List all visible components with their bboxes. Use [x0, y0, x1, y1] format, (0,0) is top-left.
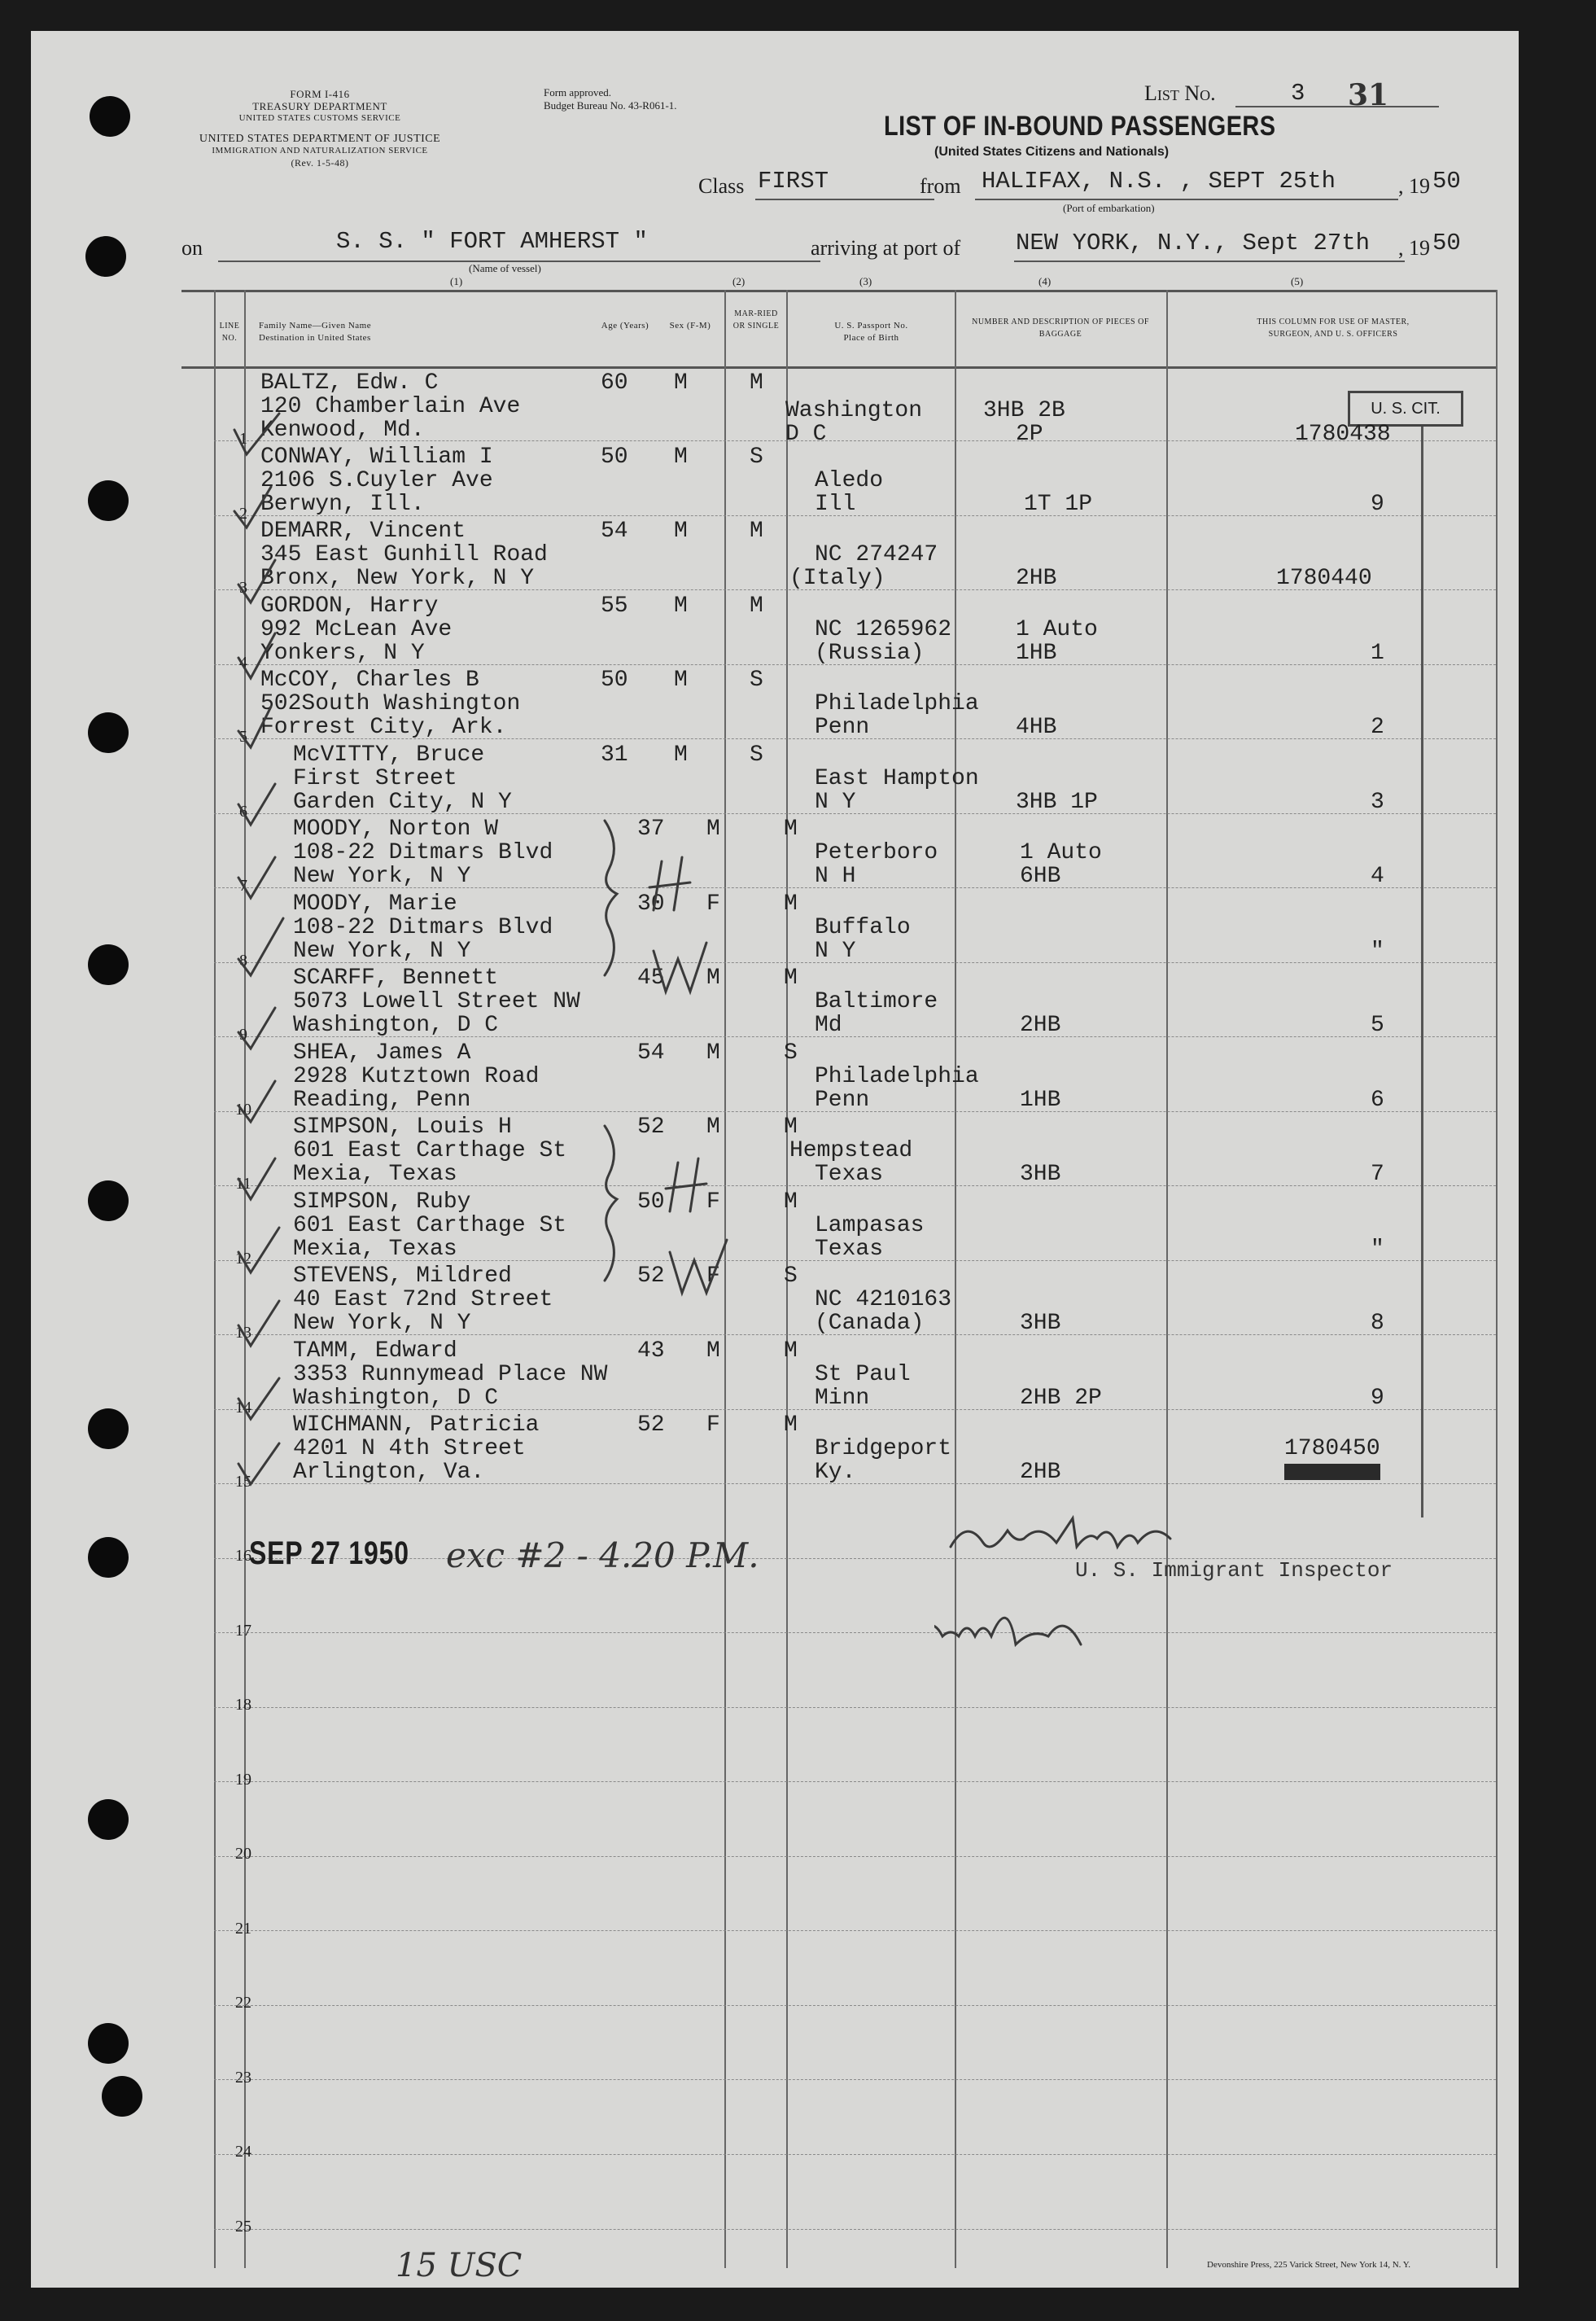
- passenger-address: 120 Chamberlain Ave: [260, 394, 521, 419]
- officer-note: 6: [1371, 1088, 1384, 1113]
- officer-note: 1780450: [1284, 1436, 1380, 1461]
- passenger-address: 601 East Carthage St: [293, 1138, 567, 1163]
- passenger-sex: F: [706, 891, 720, 917]
- passenger-birthplace: Peterboro: [815, 840, 938, 865]
- passenger-city: Arlington, Va.: [293, 1460, 485, 1485]
- passenger-name: WICHMANN, Patricia: [293, 1412, 540, 1438]
- passenger-marital: M: [784, 1338, 798, 1364]
- list-no-handwritten: 31: [1348, 78, 1389, 112]
- row-number: 24: [235, 2143, 251, 2161]
- passenger-city: Garden City, N Y: [293, 790, 512, 815]
- passenger-birthplace: (Canada): [815, 1311, 925, 1336]
- officer-note: 1780438: [1295, 422, 1391, 447]
- manifest-sheet: [31, 31, 1519, 2288]
- redacted-mark: [1284, 1464, 1380, 1480]
- inspector-label: U. S. Immigrant Inspector: [1075, 1558, 1393, 1583]
- passenger-name: STEVENS, Mildred: [293, 1263, 512, 1289]
- passenger-marital: M: [784, 966, 798, 991]
- passenger-birthplace: East Hampton: [815, 766, 979, 791]
- passenger-name: GORDON, Harry: [260, 593, 439, 619]
- year-value-1: 50: [1432, 168, 1461, 195]
- year-prefix-2: , 19: [1398, 236, 1430, 260]
- officer-note: 2: [1371, 715, 1384, 740]
- vessel-caption: (Name of vessel): [469, 262, 541, 274]
- dept-customs: UNITED STATES CUSTOMS SERVICE: [238, 113, 401, 123]
- from-label: from: [920, 174, 961, 198]
- passenger-birthplace-2: N Y: [815, 790, 856, 815]
- passenger-address: 601 East Carthage St: [293, 1213, 567, 1238]
- passenger-baggage: 1 Auto: [1020, 840, 1102, 865]
- passenger-marital: M: [784, 891, 798, 917]
- punch-hole: [85, 236, 126, 277]
- passenger-age: 50: [601, 444, 628, 470]
- passenger-sex: M: [674, 742, 688, 768]
- passenger-baggage-2: 3HB 1P: [1016, 790, 1098, 815]
- passenger-passport: NC 4210163: [815, 1287, 952, 1312]
- passenger-address: 2106 S.Cuyler Ave: [260, 468, 493, 493]
- row-number: 7: [239, 877, 247, 895]
- row-number: 5: [239, 728, 247, 746]
- passenger-baggage-2: 2HB: [1020, 1013, 1061, 1038]
- passenger-marital: M: [750, 519, 763, 544]
- passenger-birthplace-2: Texas: [815, 1237, 884, 1262]
- passenger-baggage-2: 3HB: [1020, 1311, 1061, 1336]
- officer-note: 1: [1371, 641, 1384, 666]
- passenger-marital: S: [784, 1263, 798, 1289]
- passenger-age: 60: [601, 370, 628, 396]
- row-number: 14: [235, 1399, 251, 1417]
- row-number: 11: [235, 1175, 251, 1193]
- passenger-sex: F: [706, 1412, 720, 1438]
- header-baggage: NUMBER AND DESCRIPTION OF PIECES OF BAGGAGE: [972, 317, 1149, 339]
- arriving-label: arriving at port of: [811, 236, 961, 260]
- passenger-birthplace: Aledo: [815, 468, 884, 493]
- passenger-sex: M: [706, 817, 720, 842]
- row-number: 17: [235, 1622, 251, 1640]
- passenger-sex: M: [706, 1115, 720, 1140]
- header-name-destination: Family Name—Given Name Destination in United States: [259, 321, 372, 343]
- form-number: FORM I-416: [290, 88, 350, 100]
- passenger-marital: M: [784, 1115, 798, 1140]
- class-label: Class: [698, 174, 745, 198]
- officer-note: ": [1371, 939, 1384, 964]
- dept-treasury: TREASURY DEPARTMENT: [252, 100, 387, 112]
- officer-note: 5: [1371, 1013, 1384, 1038]
- list-no-label: List No.: [1144, 81, 1216, 105]
- officer-note: 3: [1371, 790, 1384, 815]
- header-officers-use: THIS COLUMN FOR USE OF MASTER, SURGEON, AND U. S. OFFICERS: [1257, 317, 1410, 339]
- us-citizen-stamp: U. S. CIT.: [1348, 391, 1463, 427]
- passenger-city: Bronx, New York, N Y: [260, 566, 535, 591]
- passenger-age: 55: [601, 593, 628, 619]
- passenger-city: Berwyn, Ill.: [260, 492, 425, 517]
- passenger-address: 345 East Gunhill Road: [260, 542, 548, 567]
- passenger-address: 502South Washington: [260, 691, 521, 716]
- row-number: 16: [235, 1547, 251, 1565]
- passenger-city: New York, N Y: [293, 1311, 471, 1336]
- passenger-birthplace-2: Texas: [815, 1162, 884, 1187]
- handwritten-note: exc #2 - 4.20 P.M.: [446, 1535, 759, 1575]
- passenger-name: SHEA, James A: [293, 1040, 471, 1066]
- passenger-name: McCOY, Charles B: [260, 668, 479, 693]
- passenger-baggage-2: 3HB: [1020, 1162, 1061, 1187]
- passenger-age: 45: [637, 966, 665, 991]
- passenger-age: 30: [637, 891, 665, 917]
- passenger-sex: M: [674, 519, 688, 544]
- row-number: 15: [235, 1473, 251, 1491]
- punch-hole: [88, 944, 129, 985]
- passenger-passport: NC 274247: [815, 542, 938, 567]
- punch-hole: [88, 480, 129, 521]
- header-married: MAR-RIED OR SINGLE: [732, 309, 780, 331]
- passenger-birthplace-2: Penn: [815, 715, 870, 740]
- passenger-city: Washington, D C: [293, 1013, 499, 1038]
- passenger-birthplace: (Russia): [815, 641, 925, 666]
- passenger-marital: S: [750, 668, 763, 693]
- arrival-port: NEW YORK, N.Y., Sept 27th: [1016, 230, 1371, 256]
- row-number: 19: [235, 1771, 251, 1789]
- row-number: 4: [239, 654, 247, 672]
- column-number-5: (5): [1291, 275, 1304, 287]
- passenger-address: 108-22 Ditmars Blvd: [293, 840, 553, 865]
- class-value: FIRST: [758, 168, 829, 195]
- passenger-baggage-2: 1HB: [1020, 1088, 1061, 1113]
- passenger-name: TAMM, Edward: [293, 1338, 457, 1364]
- header-sex: Sex (F-M): [669, 321, 711, 331]
- passenger-address: 5073 Lowell Street NW: [293, 989, 580, 1014]
- year-prefix-1: , 19: [1398, 174, 1430, 198]
- passenger-city: Mexia, Texas: [293, 1237, 457, 1262]
- passenger-baggage-2: 1T 1P: [1024, 492, 1093, 517]
- row-number: 2: [239, 505, 247, 523]
- passenger-name: SIMPSON, Louis H: [293, 1115, 512, 1140]
- passenger-name: BALTZ, Edw. C: [260, 370, 439, 396]
- passenger-birthplace: Baltimore: [815, 989, 938, 1014]
- passenger-city: Washington, D C: [293, 1386, 499, 1411]
- passenger-passport: NC 1265962: [815, 617, 952, 642]
- row-number: 3: [239, 579, 247, 597]
- passenger-baggage: 1 Auto: [1016, 617, 1098, 642]
- passenger-name: SCARFF, Bennett: [293, 966, 499, 991]
- column-number-3: (3): [859, 275, 872, 287]
- passenger-baggage: 3HB 2B: [983, 398, 1065, 423]
- row-number: 13: [235, 1324, 251, 1342]
- budget-bureau: Budget Bureau No. 43-R061-1.: [544, 99, 677, 112]
- punch-hole: [88, 1180, 129, 1221]
- passenger-baggage-2: 2P: [1016, 422, 1043, 447]
- printer-imprint: Devonshire Press, 225 Varick Street, New York 14, N. Y.: [1207, 2260, 1411, 2270]
- passenger-sex: F: [706, 1189, 720, 1215]
- form-revision: (Rev. 1-5-48): [291, 157, 349, 169]
- passenger-address: 4201 N 4th Street: [293, 1436, 526, 1461]
- passenger-birthplace-2: N H: [815, 864, 856, 889]
- passenger-age: 43: [637, 1338, 665, 1364]
- dept-justice: UNITED STATES DEPARTMENT OF JUSTICE: [199, 133, 441, 145]
- document-subtitle: (United States Citizens and Nationals): [934, 145, 1170, 159]
- passenger-sex: M: [674, 444, 688, 470]
- inspector-signature: [934, 1514, 1276, 1701]
- passenger-sex: M: [706, 1338, 720, 1364]
- passenger-sex: M: [674, 593, 688, 619]
- passenger-address: 108-22 Ditmars Blvd: [293, 915, 553, 940]
- passenger-birthplace-2: Md: [815, 1013, 842, 1038]
- bottom-handwritten-note: 15 USC: [396, 2247, 523, 2284]
- on-label: on: [181, 236, 203, 260]
- passenger-birthplace: (Italy): [789, 566, 885, 591]
- passenger-city: Yonkers, N Y: [260, 641, 425, 666]
- passenger-baggage-2: 2HB: [1020, 1460, 1061, 1485]
- passenger-birthplace: St Paul: [815, 1362, 911, 1387]
- passenger-marital: M: [750, 370, 763, 396]
- passenger-birthplace: Lampasas: [815, 1213, 925, 1238]
- passenger-birthplace-2: Penn: [815, 1088, 870, 1113]
- passenger-city: Mexia, Texas: [293, 1162, 457, 1187]
- officer-note: 9: [1371, 492, 1384, 517]
- punch-hole: [90, 96, 130, 137]
- punch-hole: [88, 712, 129, 753]
- officer-note: 7: [1371, 1162, 1384, 1187]
- row-number: 21: [235, 1920, 251, 1938]
- passenger-sex: F: [706, 1263, 720, 1289]
- punch-hole: [102, 2076, 142, 2117]
- column-number-4: (4): [1038, 275, 1052, 287]
- passenger-address: 992 McLean Ave: [260, 617, 453, 642]
- passenger-sex: M: [706, 1040, 720, 1066]
- officer-note: 9: [1371, 1386, 1384, 1411]
- passenger-birthplace-2: Ill: [815, 492, 856, 517]
- passenger-name: DEMARR, Vincent: [260, 519, 466, 544]
- passenger-birthplace-2: Ky.: [815, 1460, 856, 1485]
- document-title: LIST OF IN-BOUND PASSENGERS: [884, 111, 1276, 142]
- passenger-age: 37: [637, 817, 665, 842]
- row-number: 1: [239, 430, 247, 448]
- punch-hole: [88, 1408, 129, 1449]
- row-number: 10: [235, 1101, 251, 1119]
- port-embarkation-caption: (Port of embarkation): [1063, 202, 1155, 214]
- passenger-age: 52: [637, 1263, 665, 1289]
- row-number: 23: [235, 2069, 251, 2087]
- passenger-name: MOODY, Norton W: [293, 817, 499, 842]
- officer-note: ": [1371, 1237, 1384, 1262]
- year-value-2: 50: [1432, 230, 1461, 256]
- passenger-birthplace: Bridgeport: [815, 1436, 952, 1461]
- passenger-birthplace: Buffalo: [815, 915, 911, 940]
- passenger-birthplace-2: Minn: [815, 1386, 870, 1411]
- header-age: Age (Years): [601, 321, 649, 331]
- row-number: 12: [235, 1250, 251, 1268]
- passenger-age: 54: [601, 519, 628, 544]
- passenger-sex: M: [674, 668, 688, 693]
- form-approved: Form approved.: [544, 86, 612, 99]
- passenger-birthplace-2: N Y: [815, 939, 856, 964]
- passenger-city: Reading, Penn: [293, 1088, 471, 1113]
- passenger-city: Forrest City, Ark.: [260, 715, 507, 740]
- passenger-city: New York, N Y: [293, 939, 471, 964]
- officer-note: 1780440: [1276, 566, 1372, 591]
- row-number: 6: [239, 803, 247, 821]
- punch-hole: [88, 2023, 129, 2064]
- passenger-address: 2928 Kutztown Road: [293, 1064, 540, 1089]
- punch-hole: [88, 1799, 129, 1840]
- passenger-birthplace-2: D C: [785, 422, 827, 447]
- passenger-marital: M: [784, 1189, 798, 1215]
- officer-note: 8: [1371, 1311, 1384, 1336]
- list-no-value: 3: [1291, 80, 1305, 107]
- passenger-marital: M: [750, 593, 763, 619]
- passenger-age: 31: [601, 742, 628, 768]
- passenger-name: McVITTY, Bruce: [293, 742, 485, 768]
- date-stamp: SEP 27 1950: [249, 1535, 409, 1571]
- passenger-marital: M: [784, 817, 798, 842]
- passenger-name: MOODY, Marie: [293, 891, 457, 917]
- passenger-birthplace: Philadelphia: [815, 1064, 979, 1089]
- passenger-age: 50: [601, 668, 628, 693]
- passenger-baggage-2: 6HB: [1020, 864, 1061, 889]
- passenger-birthplace: Philadelphia: [815, 691, 979, 716]
- handwritten-checkmarks: [218, 389, 772, 1545]
- passenger-birthplace: Washington: [785, 398, 923, 423]
- passenger-address: 40 East 72nd Street: [293, 1287, 553, 1312]
- row-number: 25: [235, 2218, 251, 2236]
- officer-note: 4: [1371, 864, 1384, 889]
- passenger-address: 3353 Runnymead Place NW: [293, 1362, 608, 1387]
- passenger-marital: S: [750, 742, 763, 768]
- passenger-baggage-2: 2HB 2P: [1020, 1386, 1102, 1411]
- passenger-city: Kenwood, Md.: [260, 418, 425, 443]
- row-number: 22: [235, 1994, 251, 2012]
- passenger-marital: S: [750, 444, 763, 470]
- passenger-marital: S: [784, 1040, 798, 1066]
- passenger-birthplace: Hempstead: [789, 1138, 913, 1163]
- punch-hole: [88, 1537, 129, 1578]
- passenger-city: New York, N Y: [293, 864, 471, 889]
- header-line-no: LINE NO.: [219, 322, 240, 343]
- column-number-2: (2): [732, 275, 746, 287]
- passenger-address: First Street: [293, 766, 457, 791]
- passenger-name: SIMPSON, Ruby: [293, 1189, 471, 1215]
- passenger-baggage-2: 1HB: [1016, 641, 1057, 666]
- passenger-baggage-2: 4HB: [1016, 715, 1057, 740]
- header-passport-birth: U. S. Passport No. Place of Birth: [834, 321, 908, 343]
- passenger-sex: M: [706, 966, 720, 991]
- dept-ins: IMMIGRATION AND NATURALIZATION SERVICE: [212, 146, 428, 155]
- passenger-age: 50: [637, 1189, 665, 1215]
- row-number: 8: [239, 952, 247, 970]
- passenger-baggage-2: 2HB: [1016, 566, 1057, 591]
- row-number: 20: [235, 1845, 251, 1863]
- row-number: 18: [235, 1696, 251, 1714]
- from-value: HALIFAX, N.S. , SEPT 25th: [982, 168, 1336, 195]
- vessel-name: S. S. " FORT AMHERST ": [336, 228, 648, 255]
- row-number: 9: [239, 1026, 247, 1044]
- passenger-age: 52: [637, 1412, 665, 1438]
- column-number-1: (1): [450, 275, 463, 287]
- passenger-age: 54: [637, 1040, 665, 1066]
- passenger-marital: M: [784, 1412, 798, 1438]
- passenger-age: 52: [637, 1115, 665, 1140]
- passenger-sex: M: [674, 370, 688, 396]
- passenger-name: CONWAY, William I: [260, 444, 493, 470]
